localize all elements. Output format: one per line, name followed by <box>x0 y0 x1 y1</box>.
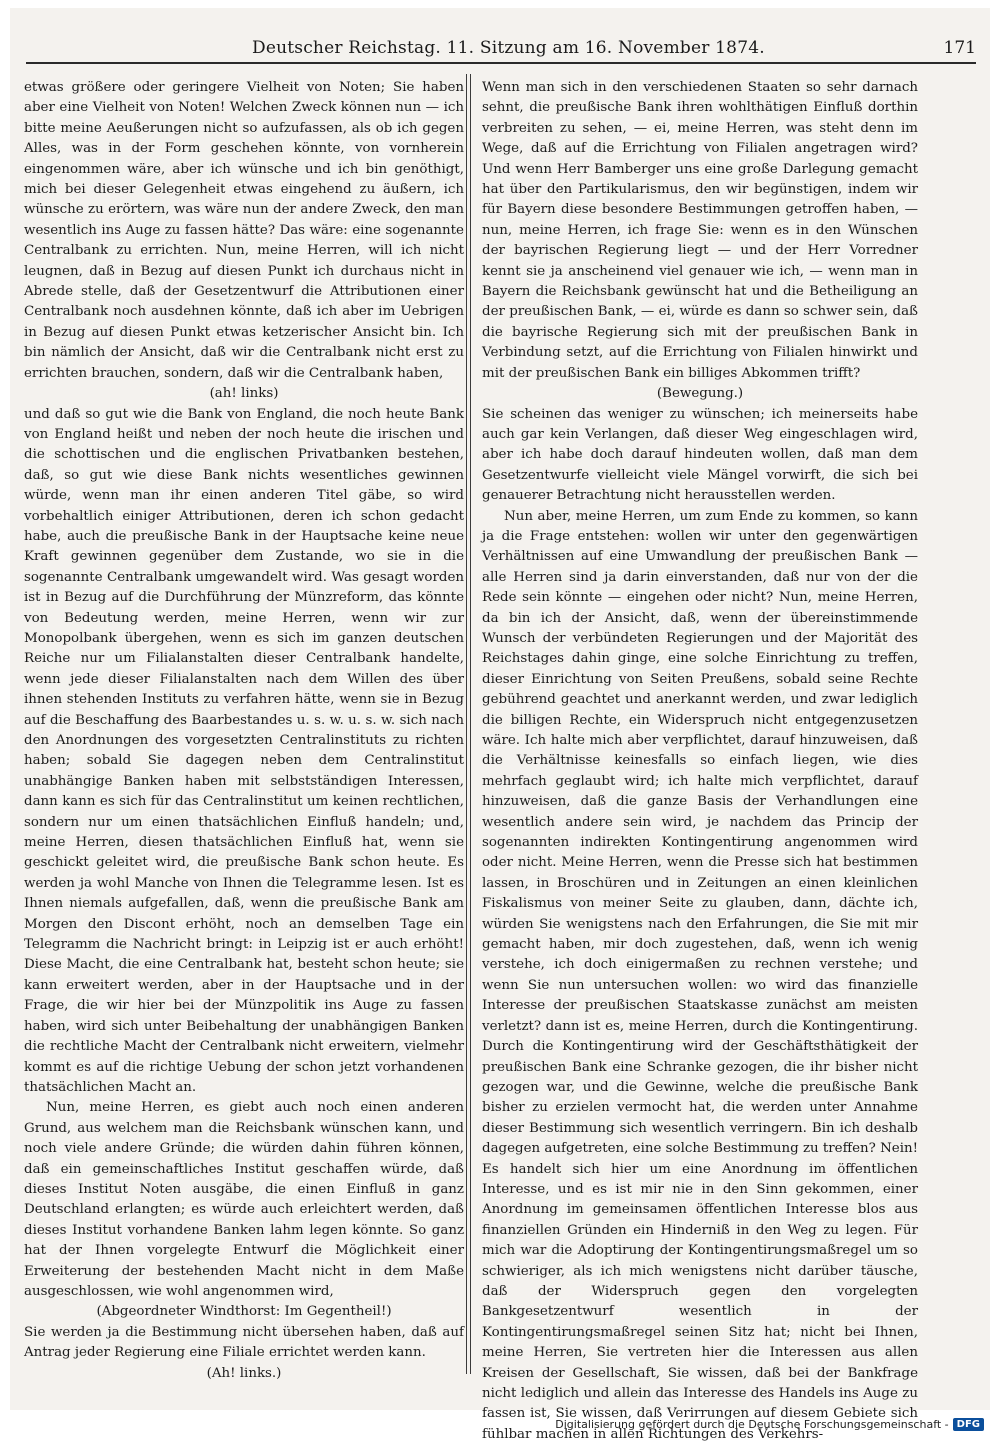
paragraph: Wenn man sich in den verschiedenen Staaten so sehr darnach sehnt, die preußische Bank ihren wohlthätigen Einfluß dorthin verbreiten zu sehen, — ei, meine Herren, was steht denn im Wege, daß auf die Errichtung von Filialen angetragen wird? Und wenn Herr Bamberger uns eine große Darlegung gemacht hat über den Partikularismus, den wir begünstigen, indem wir für Bayern diese besondere Bestimmungen getroffen haben, — nun, meine Herren, ich frage Sie: wenn es in den Wünschen der bayrischen Regierung liegt — und der Herr Vorredner kennt sie ja anscheinend viel genauer wie ich, — wenn man in Bayern die Reichsbank gewünscht hat und die Betheiligung an der preußischen Bank, — ei, würde es dann so schwer sein, daß die bayrische Regierung sich mit der preußischen Bank in Verbindung setzt, auf die Errichtung von Filialen hinwirkt und mit der preußischen Bank ein billiges Abkommen trifft? <box>482 80 918 381</box>
paragraph: Nun, meine Herren, es giebt auch noch einen anderen Grund, aus welchem man die Reichsbank wünschen kann, und noch viele andere Gründe; die würden dahin führen können, daß ein gemeinschaftliches Institut geschaffen würde, daß dieses Institut Noten ausgäbe, die einen Einfluß in ganz Deutschland erlangten; es würde auch erleichtert werden, daß dieses Institut vorhandene Banken lahm legen könnte. So ganz hat der Ihnen vorgelegte Entwurf die Möglichkeit einer Erweiterung der bestehenden Macht nicht in dem Maße ausgeschlossen, wie wohl angenommen wird, <box>24 1100 464 1299</box>
interjection: (ah! links) <box>209 386 279 402</box>
header-rule <box>26 62 976 64</box>
page-header <box>10 8 990 60</box>
left-column <box>24 78 464 1381</box>
paragraph: und daß so gut wie die Bank von England, die noch heute Bank von England heißt und neben der noch heute die irischen und die schottischen und die englischen Privatbanken bestehen, daß, so gut wie diese Bank nichts wesentliches gewinnen würde, wenn man ihr einen anderen Titel gäbe, so wird vorbehaltlich einiger Attributionen, deren ich schon gedacht habe, auch die preußische Bank in der Hauptsache keine neue Kraft gewinnen gegenüber dem Zustande, wo sie in die sogenannte Centralbank umgewandelt wird. Was gesagt worden ist in Bezug auf die Durchführung der Münzreform, das könnte von Bedeutung werden, meine Herren, wenn wir zur Monopolbank übergehen, wenn es sich im ganzen deutschen Reiche nur um Filialanstalten dieser Centralbank handelte, wenn jede dieser Filialanstalten nach dem Willen des über ihnen stehenden Instituts zu verfahren hätte, wenn sie in Bezug auf die Beschaffung des Baarbestandes u. s. w. u. s. w. sich nach den Anordnungen des vorgesetzten Centralinstituts zu richten haben; sobald Sie dagegen neben dem Centralinstitut unabhängige Banken haben mit selbstständigen Interessen, dann kann es sich für das Centralinstitut um keinen rechtlichen, sondern nur um einen thatsächlichen Einfluß handeln; und, meine Herren, diesen thatsächlichen Einfluß hat, wenn sie geschickt geleitet wird, die preußische Bank schon heute. Es werden ja wohl Manche von Ihnen die Telegramme lesen. Ist es Ihnen niemals aufgefallen, daß, wenn die preußische Bank am Morgen den Discont erhöht, noch an demselben Tage ein Telegramm die Nachricht bringt: in Leipzig ist er auch erhöht! Diese Macht, die eine Centralbank hat, besteht schon heute; sie kann erweitert werden, aber in der Hauptsache und in der Frage, die wir hier bei der Münzpolitik ins Auge zu fassen haben, wird sich unter Beibehaltung der unabhängigen Banken die rechtliche Macht der Centralbank nicht erweitern, vielmehr kommt es auf die richtige Uebung der schon jetzt vorhandenen thatsächlichen Macht an. <box>24 406 464 1095</box>
column-divider <box>466 74 467 1374</box>
paragraph: Sie scheinen das weniger zu wünschen; ich meinerseits habe auch gar kein Verlangen, daß dieser Weg eingeschlagen wird, aber ich habe doch darauf hindeuten wollen, daß man dem Gesetzentwurfe vielleicht viele Mängel vorwirft, die sich bei genauerer Betrachtung nicht herausstellen werden. <box>482 406 918 504</box>
interjection: (Abgeordneter Windthorst: Im Gegentheil!) <box>96 1304 392 1320</box>
digitization-credit <box>555 1418 984 1431</box>
paragraph: Nun aber, meine Herren, um zum Ende zu kommen, so kann ja die Frage entstehen: wollen wir unter den gegenwärtigen Verhältnissen auf eine Umwandlung der preußischen Bank — alle Herren sind ja darin einverstanden, daß nur von der die Rede sein könnte — eingehen oder nicht? Nun, meine Herren, da bin ich der Ansicht, daß, wenn der übereinstimmende Wunsch der verbündeten Regierungen und der Majorität des Reichstages dahin ginge, eine solche Einrichtung zu treffen, dieser Einrichtung von Seiten Preußens, sobald seine Rechte gebührend geachtet und anerkannt werden, und zwar lediglich die billigen Rechte, ein Widerspruch nicht entgegenzusetzen wäre. Ich halte mich aber verpflichtet, darauf hinzuweisen, daß die Verhältnisse keinesfalls so einfach liegen, wie dies mehrfach geglaubt wird; ich halte mich verpflichtet, darauf hinzuweisen, daß die ganze Basis der Verhandlungen eine wesentlich andere sein wird, je nachdem das Princip der sogenannten indirekten Kontingentirung angenommen wird oder nicht. Meine Herren, wenn die Presse sich hat bestimmen lassen, in Broschüren und in Zeitungen an einen kleinlichen Fiskalismus von meiner Seite zu glauben, dann, dächte ich, würden Sie wenigstens nach den Erfahrungen, die Sie mit mir gemacht haben, mir doch zugestehen, daß, wenn ich wenig verstehe, ich doch einigermaßen zu rechnen verstehe; und wenn Sie nun untersuchen wollen: wo wird das finanzielle Interesse der preußischen Staatskasse zunächst am meisten verletzt? dann ist es, meine Herren, durch die Kontingentirung. Durch die Kontingentirung wird der Geschäftsthätigkeit der preußischen Bank eine Schranke gezogen, die ihr bisher nicht gezogen war, und die Gewinne, welche die preußische Bank bisher zu erzielen vermocht hat, die werden unter Annahme dieser Bestimmung sich wesentlich verringern. Bin ich deshalb dagegen aufgetreten, eine solche Bestimmung zu treffen? Nein! Es handelt sich hier um eine Anordnung im öffentlichen Interesse, und es ist mir nie in den Sinn gekommen, einer Anordnung im gemeinsamen öffentlichen Interesse blos aus finanziellen Gründen ein Hinderniß in den Weg zu legen. Für mich war die Adoptirung der Kontingentirungsmaßregel um so schwieriger, als ich mich wenigstens nicht darüber täusche, daß der Widerspruch gegen den vorgelegten Bankgesetzentwurf wesentlich in der Kontingentirungsmaßregel seinen Sitz hat; nicht bei Ihnen, meine Herren, Sie vertreten hier die Interessen aus allen Kreisen der Gesellschaft, Sie wissen, daß bei der Bankfrage nicht lediglich und allein das Interesse des Handels ins Auge zu fassen ist, Sie wissen, daß Verirrungen auf diesem Gebiete sich fühlbar machen in allen Richtungen des Verkehrs- <box>482 508 919 1442</box>
paragraph: Sie werden ja die Bestimmung nicht übersehen haben, daß auf Antrag jeder Regierung eine Filiale errichtet werden kann. <box>24 1324 464 1361</box>
column-divider-inner <box>470 74 471 1374</box>
paragraph: etwas größere oder geringere Vielheit von Noten; Sie haben aber eine Vielheit von Noten! Welchen Zweck können nun — ich bitte meine Aeußerungen nicht so aufzufassen, als ob ich gegen Alles, was in der Form geschehen könnte, von vornherein eingenommen wäre, aber ich wünsche und ich bin genöthigt, mich bei dieser Gelegenheit etwas eingehend zu äußern, ich wünsche zu erörtern, was wäre nun der andere Zweck, den man wesentlich ins Auge zu fassen hätte? Das wäre: eine sogenannte Centralbank zu errichten. Nun, meine Herren, will ich nicht leugnen, daß in Bezug auf diesen Punkt ich durchaus nicht in Abrede stelle, daß der Gesetzentwurf die Attributionen einer Centralbank noch ausdehnen könnte, daß ich aber im Uebrigen in Bezug auf diesen Punkt etwas ketzerischer Ansicht bin. Ich bin nämlich der Ansicht, daß wir die Centralbank nicht erst zu errichten brauchen, sondern, daß wir die Centralbank haben, <box>24 80 464 381</box>
interjection: (Bewegung.) <box>656 386 744 402</box>
credit-text: Digitalisierung gefördert durch die Deutsche Forschungsgemeinschaft - <box>555 1418 949 1431</box>
running-title: Deutscher Reichstag. 11. Sitzung am 16. November 1874. <box>252 38 765 58</box>
interjection: (Ah! links.) <box>206 1365 282 1381</box>
page-number: 171 <box>943 38 976 58</box>
dfg-logo: DFG <box>953 1418 984 1431</box>
